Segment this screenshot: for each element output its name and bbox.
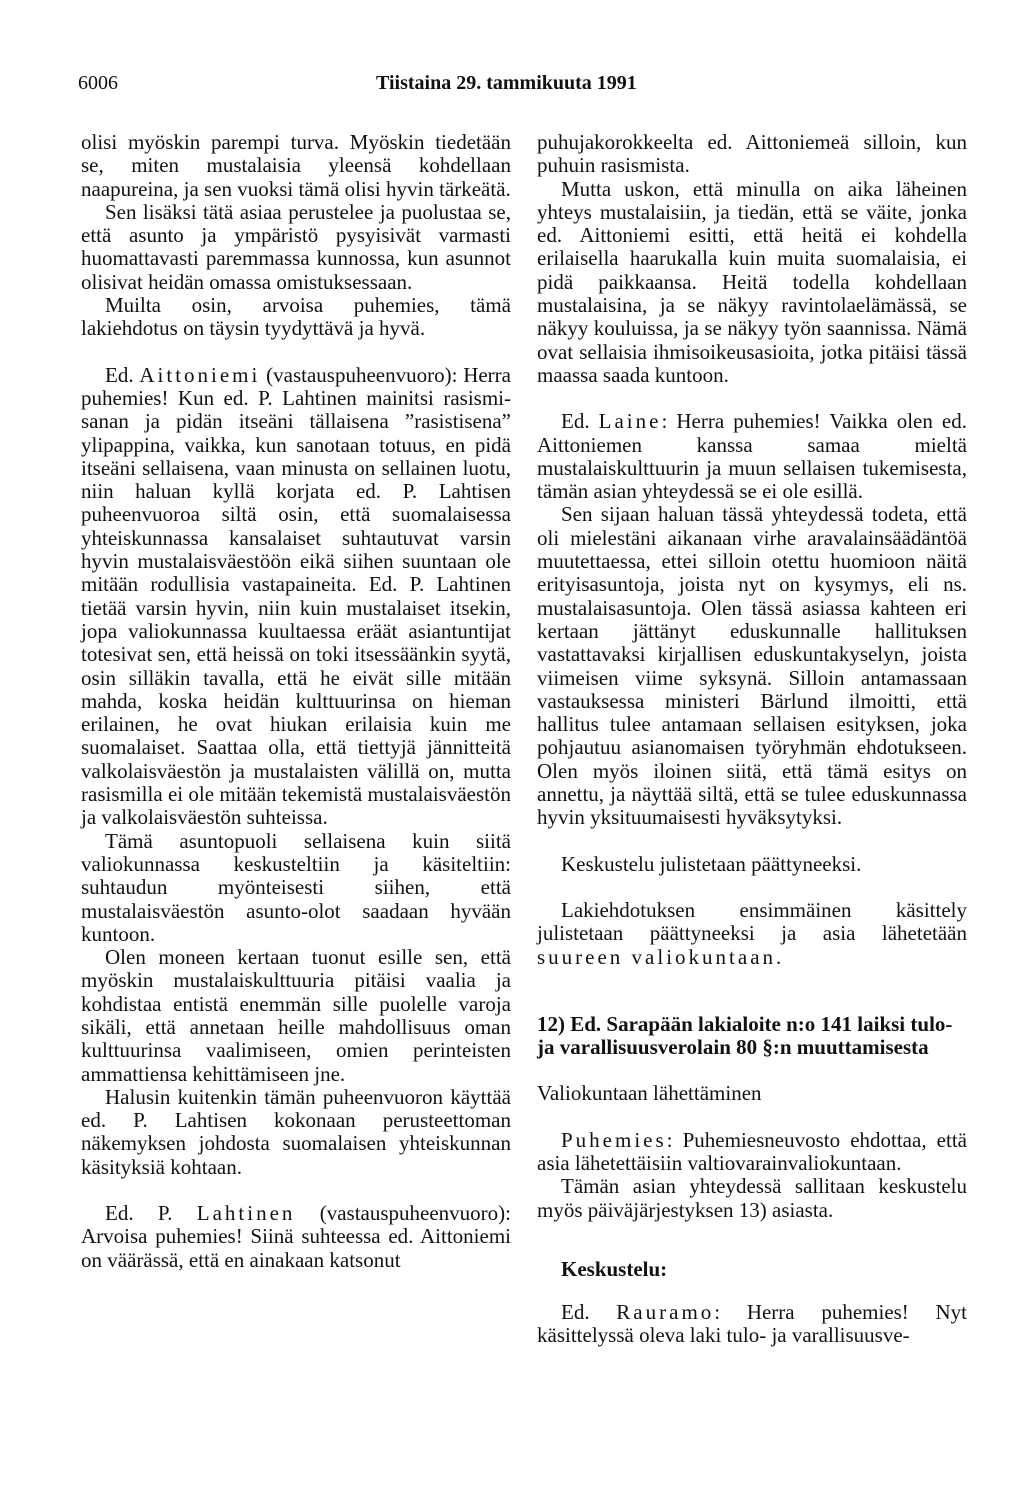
speech-text: : Herra puhemies! Vaikka olen ed. Aittoniemen kanssa samaa mieltä mustalaiskulttuurin ja muun sellaisen tukemisesta, tämän asian yhteydessä se ei ole esillä. xyxy=(537,409,968,504)
speech-laine xyxy=(537,410,967,503)
header-date: Tiistaina 29. tammikuuta 1991 xyxy=(376,72,637,94)
paragraph: Mutta uskon, että minulla on aika läheinen yhteys mustalaisiin, ja tiedän, että se väite, jonka ed. Aittoniemi esitti, että heitä ei kohdella erilaisella haarukalla kuin muita suomalaisia, ei pidä paikkaansa. Heitä todella kohdellaan mustalaisina, ja se näkyy ravintolaelämässä, se näkyy kouluissa, ja se näkyy työn saannissa. Nämä ovat sellaisia ihmisoikeusasioita, jotka pitäisi tässä maassa saada kuntoon. xyxy=(537,176,967,387)
speaker-name: Lahtinen xyxy=(196,1201,296,1226)
paragraph: Keskustelu julistetaan päättyneeksi. xyxy=(561,851,862,876)
speaker-name: Puhemies xyxy=(561,1127,667,1152)
discussion-label: Keskustelu: xyxy=(561,1256,668,1281)
speaker-name: Aittoniemi xyxy=(139,362,261,387)
paragraph: Muilta osin, arvoisa puhemies, tämä lakiehdotus on täysin tyydyttävä ja hyvä. xyxy=(81,293,511,341)
paragraph: Tämän asian yhteydessä sallitaan keskustelu myös päiväjärjestyksen 13) asiasta. xyxy=(537,1174,967,1222)
paragraph: puhujakorokkeelta ed. Aittoniemeä silloin, kun puhuin rasismista. xyxy=(537,130,967,178)
speaker-prefix: Ed. xyxy=(561,409,590,434)
speech-text: (vastauspuheenvuoro): Herra puhemies! Kun ed. P. Lahtinen mainitsi rasismi-sanan ja pidän itseäni tällaisena ”rasistisena” ylipappina, vaikka, kun sanotaan totuus, en pidä itseäni sellaisena, vaan minusta on sellainen luotu, niin haluan kyllä korjata ed. P. Lahtisen puheenvuoroa siltä osin, että suomalaisessa yhteiskunnassa kansalaiset suhtautuvat varsin hyvin mustalaisväestöön eikä siihen suuntaan ole mitään rodullisia vastapaineita. Ed. P. Lahtinen tietää varsin hyvin, niin kuin mustalaiset itsekin, jopa valiokunnassa kuultaessa eräät asiantuntijat totesivat sen, että heissä on toki itsessäänkin syytä, osin silläkin tavalla, että he eivät sille mitään mahda, koska heidän kulttuurinsa on hieman erilainen, he ovat hiukan erilaisia kuin me suomalaiset. Saattaa olla, että tiettyjä jännitteitä valkolaisväestön ja mustalaisten välillä on, mutta rasismilla ei ole mitään tekemistä mustalaisväestön ja valkolaisväestön suhteissa. xyxy=(81,362,511,830)
section-subheading: Valiokuntaan lähettäminen xyxy=(537,1081,762,1106)
paragraph xyxy=(537,899,967,969)
speech-text: : Herra puhemies! Nyt käsittelyssä oleva laki tulo- ja varallisuusve- xyxy=(537,1300,968,1348)
speech-aittoniemi xyxy=(81,364,511,830)
page-header xyxy=(78,72,978,100)
decision-text: Lakiehdotuksen ensimmäinen käsittely julistetaan päättyneeksi ja asia lähetetään xyxy=(537,897,967,946)
speaker-prefix: Ed. xyxy=(105,362,134,387)
page-number: 6006 xyxy=(78,72,118,94)
speaker-name: Laine xyxy=(598,409,662,434)
committee-name: suureen valiokuntaan. xyxy=(537,944,785,969)
paragraph: Tämä asuntopuoli sellaisena kuin siitä valiokunnassa keskusteltiin ja käsiteltiin: suhtaudun myönteisesti siihen, että mustalaisväestön asunto-olot saadaan hyvään kuntoon. xyxy=(81,828,511,946)
speech-text: : Puhemiesneuvosto ehdottaa, että asia lähetettäisiin valtiovarainvaliokuntaan. xyxy=(537,1127,967,1175)
paragraph: olisi myöskin parempi turva. Myöskin tiedetään se, miten mustalaisia yleensä kohdellaan naapureina, ja sen vuoksi tämä olisi hyvin tärkeätä. xyxy=(81,130,511,201)
left-column xyxy=(81,131,511,1272)
paragraph: Sen lisäksi tätä asiaa perustelee ja puolustaa se, että asunto ja ympäristö pysyisivät varmasti huomattavasti paremmassa kunnossa, kun asunnot olisivat heidän omassa omistuksessaan. xyxy=(81,199,511,294)
speech-text: (vastauspuheenvuoro): Arvoisa puhemies! Siinä suhteessa ed. Aittoniemi on väärässä, että en ainakaan katsonut xyxy=(81,1201,511,1272)
speaker-prefix: Ed. P. xyxy=(105,1201,173,1226)
paragraph: Halusin kuitenkin tämän puheenvuoron käyttää ed. P. Lahtisen kokonaan perusteettoman näkemyksen johdosta suomalaisen yhteiskunnan käsityksiä kohtaan. xyxy=(81,1084,511,1179)
paragraph: Sen sijaan haluan tässä yhteydessä todeta, että oli mielestäni aikanaan virhe aravalainsäädäntöä muutettaessa, ettei silloin otettu huomioon näitä erityisasuntoja, joista nyt on kysymys, eli ns. mustalaisasuntoja. Olen tässä asiassa kahteen eri kertaan jättänyt eduskunnalle hallituksen vastattavaksi kirjallisen eduskuntakyselyn, joista viimeisen viime syksynä. Silloin antamassaan vastauksessa ministeri Bärlund ilmoitti, että hallitus tulee antamaan sellaisen esityksen, joka pohjautuu asianomaisen työryhmän ehdotukseen. Olen myös iloinen siitä, että tämä esitys on annettu, ja näyttää siltä, että se tulee eduskunnassa hyvin yksituumaisesti hyväksytyksi. xyxy=(537,502,967,830)
speaker-prefix: Ed. xyxy=(561,1300,590,1325)
speaker-name: Rauramo xyxy=(616,1300,715,1325)
right-column xyxy=(537,131,967,1348)
speech-puhemies xyxy=(537,1129,967,1176)
speech-lahtinen xyxy=(81,1202,511,1272)
paragraph: Olen moneen kertaan tuonut esille sen, että myöskin mustalaiskulttuuria pitäisi vaalia ja kohdistaa entistä enemmän sille puolelle varoja sikäli, että annetaan heille mahdollisuus oman kulttuurinsa vaalimiseen, omien perinteisten ammattiensa kehittämiseen jne. xyxy=(81,945,511,1086)
agenda-heading: 12) Ed. Sarapään lakialoite n:o 141 laiksi tulo- ja varallisuusverolain 80 §:n muuttamisesta xyxy=(537,1011,953,1060)
speech-rauramo xyxy=(537,1301,967,1348)
